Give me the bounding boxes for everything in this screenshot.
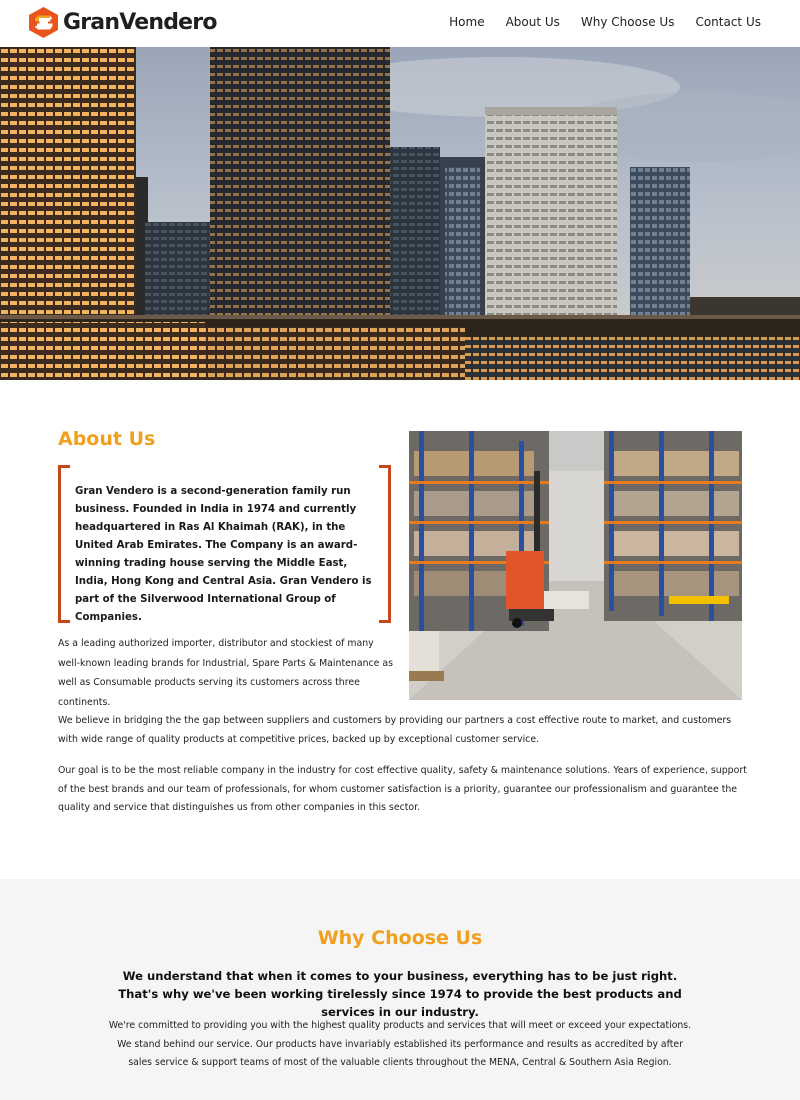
about-paragraph-2: We believe in bridging the the gap between suppliers and customers by providing our partners a cost effective route to market, and customers with wide range of quality products at competitive prices, backed up by exceptional customer service. [58, 715, 732, 745]
about-paragraph-3: Our goal is to be the most reliable company in the industry for cost effective quality, safety & maintenance solutions. Years of experience, support of the best brands and our team of professionals, for whom customer satisfaction is a priority, guarantee our professionalism and guarantee the quality and service that distinguishes us from other companies in this sector. [58, 765, 747, 813]
main-nav [428, 15, 761, 29]
right-bracket [379, 465, 391, 623]
brand-name: GranVendero [63, 10, 217, 35]
hero-image [0, 47, 800, 380]
about-quote-text: Gran Vendero is a second-generation family run business. Founded in India in 1974 and currently headquartered in Ras Al Khaimah (RAK), in the United Arab Emirates. The Company is an award-winning trading house serving the Middle East, India, Hong Kong and Central Asia. Gran Vendero is part of the Silverwood International Group of Companies. [75, 486, 372, 623]
why-body-text: We're committed to providing you with the highest quality products and services that will meet or exceed your expectations. We stand behind our service. Our products have invariably established its performance and results as accredited by after sales service & support teams of most of the valuable clients throughout the MENA, Central & Southern Asia Region. [108, 1020, 692, 1068]
s-logo-icon [27, 6, 60, 39]
nav-contact-us[interactable]: Contact Us [695, 15, 761, 29]
why-title: Why Choose Us [317, 927, 483, 949]
nav-why-choose-us[interactable]: Why Choose Us [580, 15, 675, 29]
why-choose-us-section [0, 879, 800, 1100]
about-quote-box [58, 465, 391, 623]
site-header [0, 0, 800, 47]
nav-home[interactable]: Home [449, 15, 485, 29]
warehouse-image [409, 431, 742, 700]
why-lead-text: We understand that when it comes to your business, everything has to be just right. That's why we've been working tirelessly since 1974 to provide the best products and services in our industry. [118, 969, 682, 1019]
brand-logo[interactable] [27, 6, 217, 39]
nav-about-us[interactable]: About Us [505, 15, 560, 29]
left-bracket [58, 465, 70, 623]
about-paragraph-1: As a leading authorized importer, distributor and stockiest of many well-known leading brands for Industrial, Spare Parts & Maintenance as well as Consumable products serving its customers across three continents. [58, 638, 394, 708]
about-title: About Us [58, 428, 156, 450]
